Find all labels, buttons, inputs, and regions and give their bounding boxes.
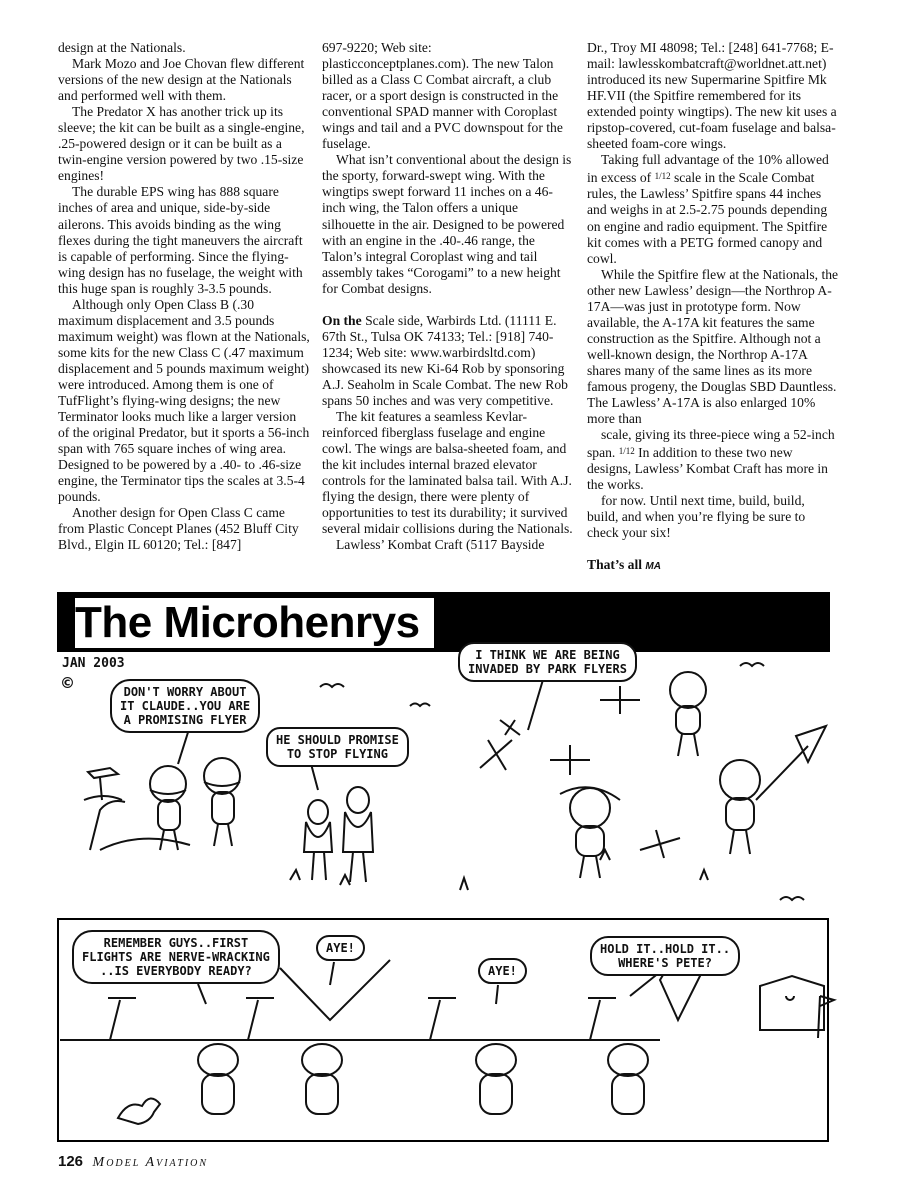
paragraph: What isn’t conventional about the design is the sporty, forward-swept wing. With the wingtips swept forward 11 inches on a 46-inch wing, the Talon offers a unique silhouette in the air. Designed to be powered with an engine in the .40-.46 range, the Talon’s integral Coroplast wing and tail assembly takes “Corogami” to a new height for Combat designs.	[322, 152, 572, 296]
comic-date: JAN 2003	[62, 656, 125, 671]
speech-text: I THINK WE ARE BEING INVADED BY PARK FLYERS	[468, 648, 627, 676]
launch-stand	[588, 998, 616, 1040]
paragraph-text: In addition to these two new designs, Lawless’ Kombat Craft has more in the works.	[587, 445, 828, 493]
magazine-name: Model Aviation	[92, 1155, 209, 1170]
fraction: 1/12	[618, 446, 635, 457]
launch-stand	[428, 998, 456, 1040]
speech-bubble	[478, 958, 527, 984]
paragraph: Lawless’ Kombat Craft (5117 Bayside	[336, 537, 545, 553]
speech-bubble	[590, 936, 740, 976]
dog-icon	[118, 1098, 160, 1124]
speech-text: AYE!	[326, 941, 355, 955]
flag-icon	[820, 996, 834, 1006]
launch-stand	[108, 998, 136, 1040]
section-lead: On the	[322, 312, 362, 328]
comic-title: The Microhenrys	[75, 598, 434, 648]
paragraph-text: scale in the Scale Combat rules, the Lawless’ Spitfire spans 44 inches and weighs in at 2.5-2.75 pounds depending on engine and radio equipment. The Spitfire kit comes with a PETG formed canopy and cowl.	[587, 170, 828, 266]
speech-text: HE SHOULD PROMISE TO STOP FLYING	[276, 733, 399, 761]
copyright-symbol: ©	[60, 674, 75, 692]
page-number: 126	[58, 1153, 84, 1170]
paragraph: design at the Nationals.	[58, 40, 186, 55]
paragraph: Although only Open Class B (.30 maximum displacement and 3.5 pounds maximum weight) was flown at the Nationals, some kits for the new Class C (.47 maximum displacement and 5 pounds maximum weight) were introduced. Among them is one of TufFlight’s flying-wing designs; the new Terminator looks much like a larger version of the original Predator, but it sports a 56-inch span with 765 square inches of wing area. Designed to be powered by a .40- to .46-size engine, the Terminator tips the scales at 3.5-4 pounds.	[58, 296, 310, 505]
paragraph: The kit features a seamless Kevlar-reinforced fiberglass fuselage and engine cowl. The wings are balsa-sheeted foam, and the kit includes internal brazed elevator controls for the laminated balsa tail. With A.J. flying the design, there were plenty of opportunities to test its durability; it survived several midair collisions during the Nationals.	[322, 409, 573, 537]
section-lead: That’s all	[587, 557, 643, 573]
paragraph: Mark Mozo and Joe Chovan flew different versions of the new design at the Nationals and performed well with them.	[58, 56, 305, 104]
fraction: 1/12	[654, 171, 671, 182]
paragraph: Another design for Open Class C came from Plastic Concept Planes (452 Bluff City Blvd., Elgin IL 60120; Tel.: [847]	[58, 505, 299, 553]
pilot-figure	[302, 1044, 342, 1114]
paragraph-text: scale, giving its three-piece wing a 52-inch span.	[587, 427, 835, 461]
launch-stand	[246, 998, 274, 1040]
pilot-figure	[198, 1044, 238, 1114]
speech-text: HOLD IT..HOLD IT.. WHERE'S PETE?	[600, 942, 731, 970]
speech-bubble	[72, 930, 280, 984]
paragraph: 697-9220; Web site: plasticconceptplanes.com). The new Talon billed as a Class C Combat aircraft, a club racer, or a sport design is constructed in the conventional SPAD manner with Coroplast wings and tail and a PVC downspout for the fuselage.	[322, 40, 563, 152]
paragraph: While the Spitfire flew at the Nationals, the other new Lawless’ design—the Northrop A-17A—was just in prototype form. Now available, the A-17A kit features the same construction as the Spitfire. Although not a well-known design, the Northrop A-17A shares many of the same lines as its more famous progeny, the Douglas SBD Dauntless. The Lawless’ A-17A is also enlarged 10% more than	[587, 266, 839, 427]
speech-text: AYE!	[488, 964, 517, 978]
pilot-figure	[476, 1044, 516, 1114]
outhouse-icon	[760, 976, 824, 1030]
paragraph: The Predator X has another trick up its sleeve; the kit can be built as a single-engine, .25-powered design or it can be built as a twin-engine version powered by two .15-size engines!	[58, 104, 305, 184]
glider-wing	[280, 960, 390, 1020]
speech-text: REMEMBER GUYS..FIRST FLIGHTS ARE NERVE-WRACKING ..IS EVERYBODY READY?	[82, 936, 270, 978]
paragraph: Dr., Troy MI 48098; Tel.: [248] 641-7768; E-mail: lawlesskombatcraft@worldnet.att.net) introduced its new Supermarine Spitfire Mk HF.VII (the Spitfire remembered for its extended pointy wingtips). The new kit uses a ripstop-covered, cut-foam fuselage and balsa-sheeted foam-core wings.	[587, 40, 837, 152]
paragraph-text: Scale side, Warbirds Ltd. (11111 E. 67th St., Tulsa OK 74133; Tel.: [918] 740-1234; Web site: www.warbirdsltd.com) showcased its new Ki-64 Rob by sponsoring A.J. Seaholm in Scale Combat. The new Rob spans 50 inches and was very competitive.	[322, 312, 568, 408]
paragraph: for now. Until next time, build, build, build, and when you’re flying be sure to check your six!	[587, 493, 806, 541]
speech-text: DON'T WORRY ABOUT IT CLAUDE..YOU ARE A PROMISING FLYER	[120, 685, 251, 727]
speech-bubble	[316, 935, 365, 961]
pilot-figure	[608, 1044, 648, 1114]
paragraph: The durable EPS wing has 888 square inches of area and unique, side-by-side ailerons. This avoids binding as the wing flexes during the tight maneuvers the aircraft is capable of performing. Since the flying-wing design has no fuselage, the weight with this huge span is roughly 3-3.5 pounds.	[58, 184, 303, 296]
paragraph-text: Taking full advantage of the 10% allowed in excess of	[587, 152, 829, 186]
end-mark: MA	[645, 561, 661, 573]
page-footer	[58, 1153, 208, 1171]
